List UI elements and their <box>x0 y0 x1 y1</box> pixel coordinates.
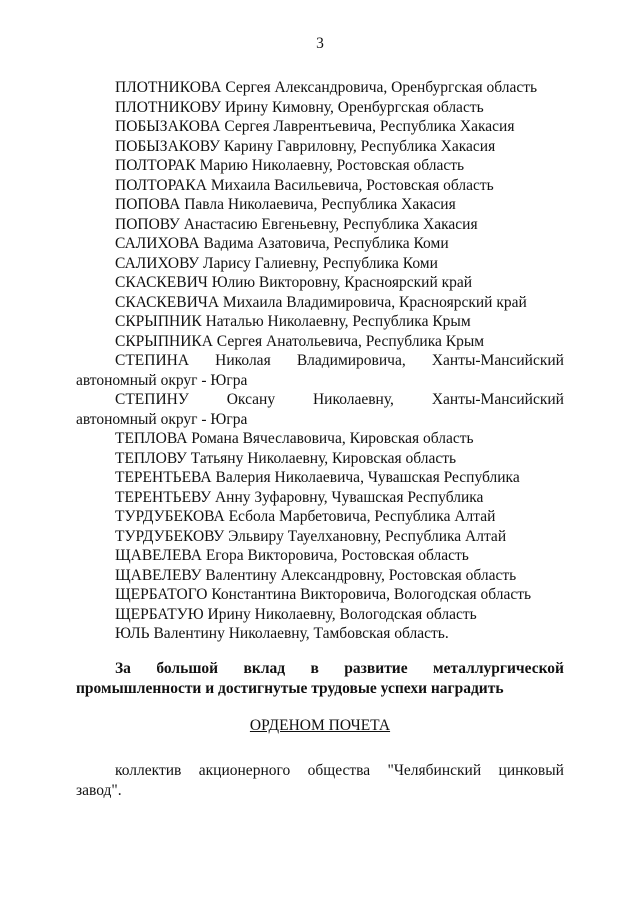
list-item: ЩАВЕЛЕВУ Валентину Александровну, Ростовская область <box>115 566 517 584</box>
list-item: СКАСКЕВИЧА Михаила Владимировича, Красноярский край <box>115 293 527 311</box>
word: Ханты-Мансийский <box>431 391 564 408</box>
word: развитие <box>344 660 408 677</box>
list-item: ПОПОВА Павла Николаевича, Республика Хакасия <box>115 196 456 213</box>
word: большой <box>156 660 219 677</box>
word: Николая <box>215 352 271 369</box>
word: За <box>115 660 131 677</box>
list-item: ПОБЫЗАКОВУ Карину Гавриловну, Республика Хакасия <box>115 137 496 155</box>
list-item: ЩАВЕЛЕВА Егора Викторовича, Ростовская область <box>115 547 469 564</box>
list-item-stepina-oksana <box>76 390 564 429</box>
continuation-line: автономный округ - Югра <box>76 371 248 389</box>
list-item: ПОЛТОРАКА Михаила Васильевича, Ростовская область <box>115 176 494 194</box>
list-item: СКРЫПНИК Наталью Николаевну, Республика Крым <box>115 313 471 330</box>
list-item: ЩЕРБАТОГО Константина Викторовича, Вологодская область <box>115 586 532 603</box>
decree-paragraph <box>76 659 564 698</box>
recipient-paragraph <box>76 761 564 800</box>
word: СТЕПИНУ <box>115 391 189 408</box>
list-item: ТЕПЛОВУ Татьяну Николаевну, Кировская область <box>115 449 457 467</box>
word: цинковый <box>498 762 564 779</box>
list-item: ТУРДУБЕКОВА Есбола Марбетовича, Республика Алтай <box>115 508 496 525</box>
word: Николаевну, <box>312 391 394 408</box>
list-item: ТЕРЕНТЬЕВУ Анну Зуфаровну, Чувашская Республика <box>115 488 484 506</box>
word: коллектив <box>115 762 182 779</box>
word: вклад <box>243 660 286 677</box>
list-item: ТЕПЛОВА Романа Вячеславовича, Кировская область <box>115 430 474 447</box>
list-item: ПЛОТНИКОВУ Ирину Кимовну, Оренбургская область <box>115 98 484 116</box>
list-item: ЩЕРБАТУЮ Ирину Николаевну, Вологодская область <box>115 605 477 623</box>
word: Владимировича, <box>296 352 406 369</box>
list-item: ПОБЫЗАКОВА Сергея Лаврентьевича, Республика Хакасия <box>115 118 515 135</box>
page-number: 3 <box>316 35 324 52</box>
list-item: САЛИХОВУ Ларису Галиевну, Республика Коми <box>115 254 438 272</box>
word: акционерного <box>198 762 291 779</box>
list-item: СКАСКЕВИЧ Юлию Викторовну, Красноярский край <box>115 274 473 291</box>
list-item: ЮЛЬ Валентину Николаевну, Тамбовская область. <box>115 625 449 642</box>
list-item: САЛИХОВА Вадима Азатовича, Республика Коми <box>115 235 449 252</box>
list-item: ТУРДУБЕКОВУ Эльвиру Тауелхановну, Республика Алтай <box>115 527 507 545</box>
recipient-line-2: завод". <box>76 781 122 799</box>
awardee-list <box>76 78 564 644</box>
list-item: СКРЫПНИКА Сергея Анатольевича, Республика Крым <box>115 332 485 350</box>
list-item: ПОЛТОРАК Марию Николаевну, Ростовская область <box>115 157 465 174</box>
word: в <box>310 660 319 677</box>
word: "Челябинский <box>387 762 482 779</box>
word: металлургической <box>433 660 564 677</box>
word: общества <box>307 762 371 779</box>
award-title-text: ОРДЕНОМ ПОЧЕТА <box>249 717 391 734</box>
continuation-line: автономный округ - Югра <box>76 410 248 428</box>
decree-line-2: промышленности и достигнутые трудовые успехи наградить <box>76 679 504 697</box>
list-item: ПОПОВУ Анастасию Евгеньевну, Республика Хакасия <box>115 215 478 233</box>
word: СТЕПИНА <box>115 352 190 369</box>
award-title <box>0 716 640 736</box>
list-item-stepina-nikolay <box>76 351 564 390</box>
word: Оксану <box>226 391 276 408</box>
list-item: ТЕРЕНТЬЕВА Валерия Николаевича, Чувашская Республика <box>115 469 520 486</box>
list-item: ПЛОТНИКОВА Сергея Александровича, Оренбургская область <box>115 79 538 96</box>
word: Ханты-Мансийский <box>431 352 564 369</box>
